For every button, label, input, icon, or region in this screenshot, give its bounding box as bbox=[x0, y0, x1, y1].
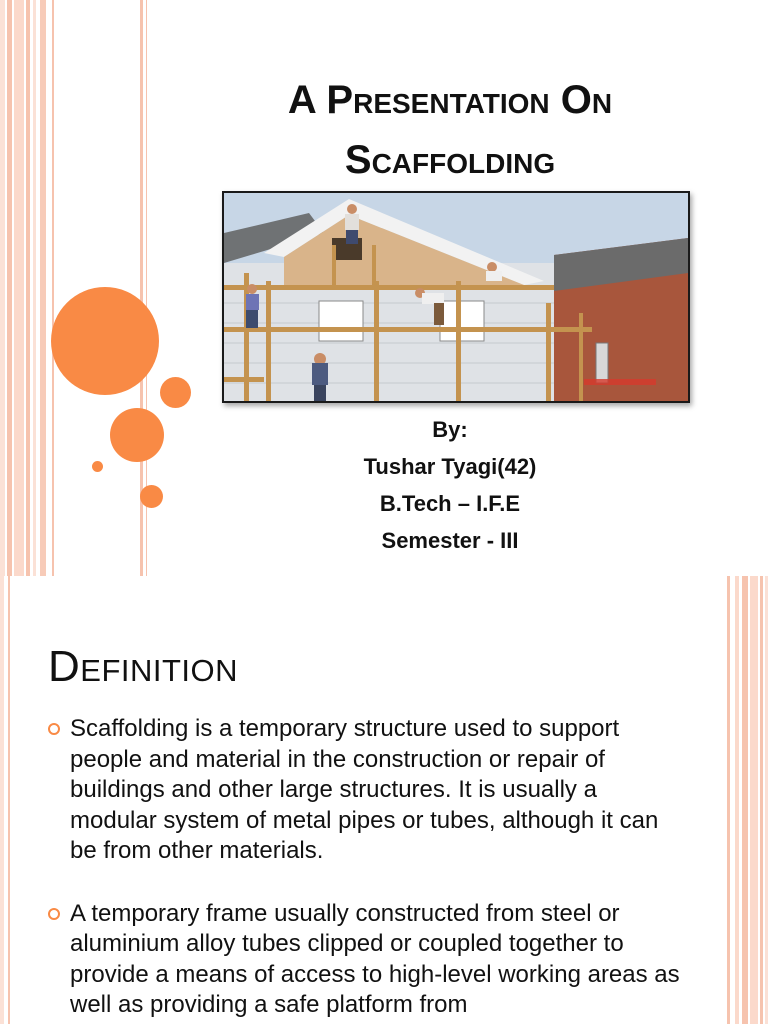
decorative-stripe bbox=[0, 0, 5, 576]
decorative-stripe bbox=[735, 576, 739, 1024]
bullet-text: Scaffolding is a temporary structure used to support people and material in the construction or repair of buildings and other large structures. It is usually a modular system of metal pipes or tubes, although it can be from other materials. bbox=[70, 715, 659, 864]
decorative-stripe bbox=[26, 0, 30, 576]
byline-author: Tushar Tyagi(42) bbox=[363, 454, 537, 479]
definition-slide bbox=[0, 576, 768, 1024]
bullet-ring-icon bbox=[48, 723, 60, 735]
decorative-stripe bbox=[14, 0, 24, 576]
byline-semester: Semester - III bbox=[381, 528, 519, 553]
byline-by: By: bbox=[432, 417, 468, 442]
decorative-circle bbox=[140, 485, 163, 508]
bullet-text: A temporary frame usually constructed from steel or aluminium alloy tubes clipped or coupled together to provide a means of access to high-level working areas as well as providing a safe platform from bbox=[70, 899, 680, 1018]
decorative-stripe bbox=[0, 576, 4, 1024]
definition-bullet-list bbox=[48, 714, 688, 1024]
decorative-circle bbox=[92, 461, 103, 472]
house-scaffolding-illustration bbox=[224, 193, 688, 401]
decorative-stripe bbox=[727, 576, 730, 1024]
decorative-circle bbox=[110, 408, 164, 462]
decorative-stripe bbox=[8, 576, 10, 1024]
bullet-ring-icon bbox=[48, 908, 60, 920]
decorative-circle bbox=[160, 377, 191, 408]
title-line-1: A Presentation On bbox=[287, 78, 613, 122]
presentation-title bbox=[200, 70, 700, 190]
definition-heading: Definition bbox=[48, 642, 239, 691]
decorative-stripe bbox=[40, 0, 46, 576]
byline-program: B.Tech – I.F.E bbox=[379, 491, 521, 516]
decorative-stripe bbox=[750, 576, 758, 1024]
decorative-stripe bbox=[7, 0, 12, 576]
decorative-stripe bbox=[33, 0, 36, 576]
list-item bbox=[48, 714, 688, 867]
decorative-stripe bbox=[760, 576, 763, 1024]
title-line-2: Scaffolding bbox=[344, 138, 556, 182]
decorative-stripe bbox=[52, 0, 54, 576]
list-item bbox=[48, 899, 688, 1021]
scaffolding-photo bbox=[222, 191, 690, 403]
decorative-stripe bbox=[742, 576, 748, 1024]
decorative-circle bbox=[51, 287, 159, 395]
